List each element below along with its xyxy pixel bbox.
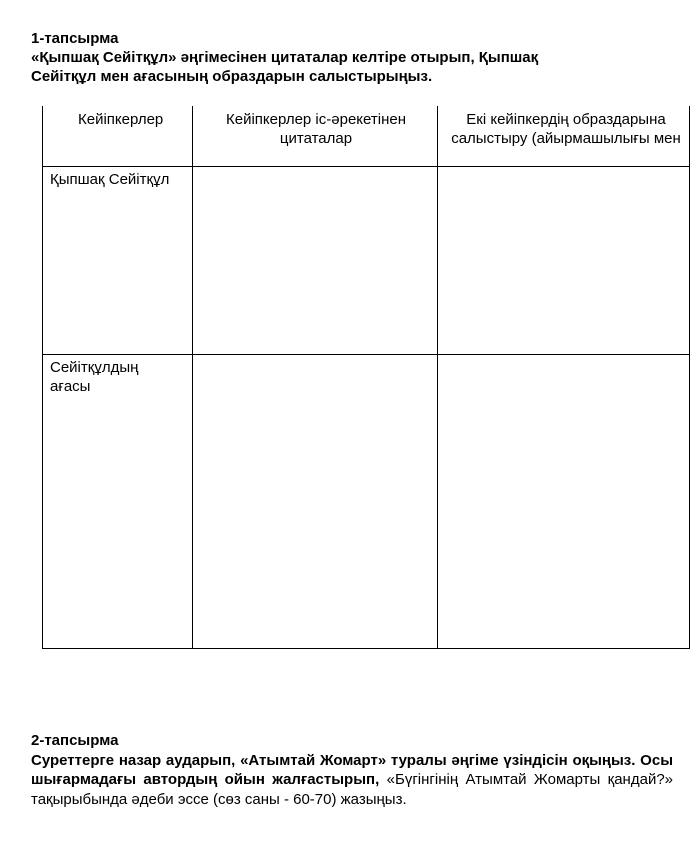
header-quotes: Кейіпкерлер іс-әрекетінен цитаталар (226, 111, 406, 147)
table-border-left (42, 106, 43, 649)
task1-instruction-line2: Сейітқұл мен ағасының образдарын салыстырыңыз. (31, 68, 433, 85)
row-label-seitkul-brother: Сейітқұлдың ағасы (50, 359, 139, 395)
task1-title: 1-тапсырма (31, 30, 119, 47)
table-row-divider (42, 354, 690, 355)
header-characters: Кейіпкерлер (78, 111, 164, 128)
task2-instruction-normal: «Бүгінгінің Атымтай Жомарты қандай?» тақырыбында әдеби эссе (сөз саны - 60-70) жазыңыз. (31, 771, 674, 808)
task2-instruction-bold: Суреттерге назар аударып, «Атымтай Жомарт» туралы әңгіме үзіндісін оқыңыз. Осы шығармадағы автордың ойын жалғастырып, (31, 751, 673, 788)
header-comparison: Екі кейіпкердің образдарына салыстыру (айырмашылығы мен (451, 111, 681, 147)
row-label-kypshak-seitkul: Қыпшақ Сейітқұл (50, 171, 170, 188)
task2-title: 2-тапсырма (31, 732, 119, 749)
table-header-divider (42, 166, 690, 167)
task1-instruction-line1: «Қыпшақ Сейітқұл» әңгімесінен цитаталар келтіре отырып, Қыпшақ (31, 49, 539, 66)
task1-block (31, 29, 671, 86)
table-border-bottom (42, 648, 690, 649)
table-border-right (689, 106, 690, 649)
task2-block (31, 731, 673, 809)
comparison-table (42, 106, 690, 649)
task2-instruction (31, 751, 673, 810)
table-divider-col2 (437, 106, 438, 649)
table-divider-col1 (192, 106, 193, 649)
